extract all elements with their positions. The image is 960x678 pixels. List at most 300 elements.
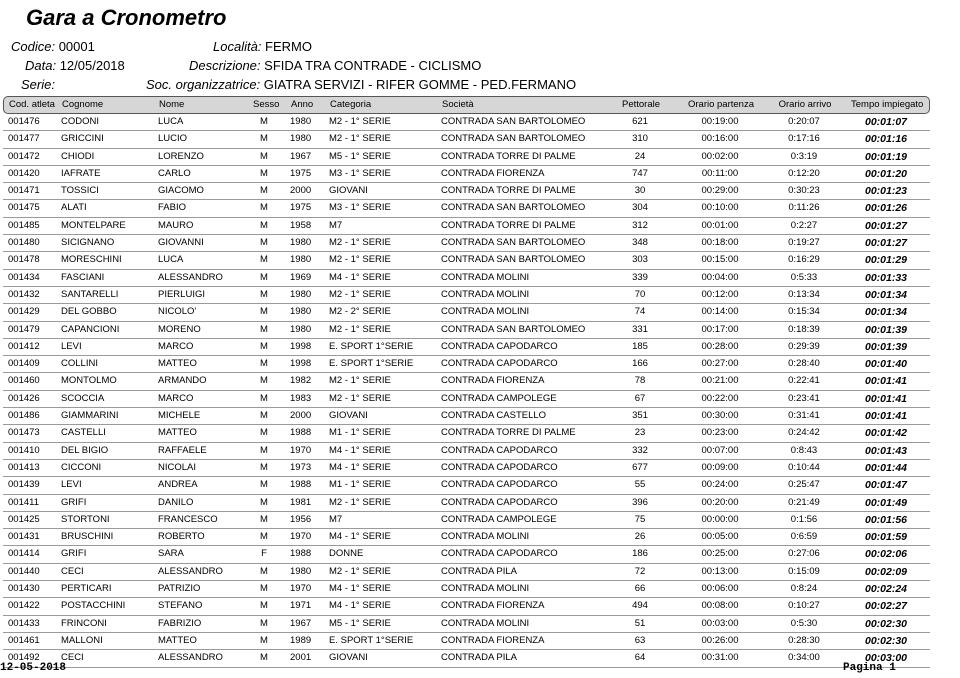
cell-tempo-impiegato: 00:01:19 — [864, 150, 908, 163]
cell-sesso: M — [260, 237, 268, 249]
cell-orario-arrivo: 0:20:07 — [788, 116, 820, 127]
cell-orario-partenza: 00:17:00 — [701, 323, 739, 335]
cell-cognome: STORTONI — [61, 513, 110, 525]
cell-tempo-impiegato: 00:01:07 — [864, 116, 908, 128]
cell-pettorale: 51 — [634, 617, 646, 629]
table-row — [3, 633, 930, 650]
cell-nome: LUCIO — [158, 133, 188, 145]
cell-tempo-impiegato: 00:02:24 — [864, 583, 908, 596]
cell-orario-partenza: 00:15:00 — [701, 254, 739, 266]
table-row — [3, 495, 930, 512]
cell-categoria: M2 - 1° SERIE — [329, 375, 391, 387]
cell-nome: LORENZO — [158, 150, 204, 162]
cell-pettorale: 166 — [632, 358, 648, 370]
cell-orario-arrivo: 0:31:41 — [788, 410, 820, 422]
cell-orario-arrivo: 0:28:40 — [788, 358, 820, 370]
cell-categoria: M2 - 1° SERIE — [329, 288, 391, 300]
cell-tempo-impiegato: 00:01:49 — [864, 496, 908, 509]
cell-cognome: SANTARELLI — [61, 288, 119, 300]
cell-cod-atleta: 001412 — [8, 340, 40, 352]
cell-orario-partenza: 00:25:00 — [701, 548, 739, 560]
cell-cod-atleta: 001420 — [8, 167, 40, 179]
cell-pettorale: 351 — [632, 410, 648, 422]
cell-tempo-impiegato: 00:01:33 — [864, 271, 908, 284]
cell-cognome: GRIFI — [61, 496, 87, 508]
cell-cognome: IAFRATE — [61, 167, 101, 179]
cell-tempo-impiegato: 00:03:00 — [864, 652, 908, 665]
cell-orario-arrivo: 0:21:49 — [788, 496, 820, 508]
cell-cod-atleta: 001409 — [8, 358, 40, 370]
cell-pettorale: 63 — [634, 634, 646, 646]
cell-sesso: M — [260, 288, 268, 300]
cell-tempo-impiegato: 00:01:59 — [864, 531, 908, 544]
cell-societa: CONTRADA SAN BARTOLOMEO — [441, 237, 586, 249]
cell-nome: ALESSANDRO — [158, 271, 223, 283]
cell-orario-arrivo: 0:29:39 — [788, 340, 820, 352]
cell-orario-arrivo: 0:10:27 — [788, 600, 820, 612]
cell-cognome: FASCIANI — [61, 271, 105, 283]
cell-cognome: CASTELLI — [61, 427, 106, 439]
cell-cognome: MONTELPARE — [61, 219, 126, 231]
table-row — [3, 166, 930, 183]
table-row — [3, 477, 930, 494]
meta-codice — [11, 39, 95, 54]
cell-anno: 2000 — [290, 185, 312, 197]
cell-tempo-impiegato: 00:01:43 — [864, 444, 908, 457]
cell-categoria: M1 - 1° SERIE — [329, 427, 391, 439]
codice-value: 00001 — [58, 39, 95, 54]
cell-sesso: M — [260, 496, 268, 508]
cell-pettorale: 621 — [632, 116, 648, 127]
cell-cod-atleta: 001479 — [8, 323, 40, 335]
col-header: Tempo impiegato — [851, 99, 924, 110]
cell-sesso: M — [260, 461, 268, 473]
cell-pettorale: 30 — [634, 185, 646, 197]
cell-categoria: M2 - 1° SERIE — [329, 392, 391, 404]
cell-pettorale: 396 — [632, 496, 648, 508]
cell-anno: 1956 — [290, 513, 312, 525]
cell-sesso: M — [260, 444, 268, 456]
cell-cod-atleta: 001432 — [8, 288, 40, 300]
cell-nome: RAFFAELE — [158, 444, 207, 456]
cell-orario-partenza: 00:21:00 — [701, 375, 739, 387]
cell-nome: FRANCESCO — [158, 513, 218, 525]
cell-anno: 1980 — [290, 323, 312, 335]
cell-sesso: M — [260, 202, 268, 214]
cell-sesso: M — [260, 167, 268, 179]
cell-societa: CONTRADA MOLINI — [441, 271, 530, 283]
cell-cognome: GIAMMARINI — [61, 410, 119, 422]
cell-pettorale: 26 — [634, 531, 646, 543]
cell-anno: 1975 — [290, 202, 312, 214]
cell-categoria: M4 - 1° SERIE — [329, 461, 391, 473]
col-header: Pettorale — [621, 99, 661, 110]
cell-pettorale: 55 — [634, 479, 646, 491]
cell-cod-atleta: 001477 — [8, 133, 40, 145]
cell-tempo-impiegato: 00:01:26 — [864, 202, 908, 215]
cell-categoria: M2 - 2° SERIE — [329, 306, 391, 318]
cell-orario-partenza: 00:20:00 — [701, 496, 739, 508]
cell-sesso: M — [260, 634, 268, 646]
col-header: Nome — [159, 99, 185, 110]
cell-tempo-impiegato: 00:02:30 — [864, 634, 908, 647]
table-row — [3, 616, 930, 633]
cell-orario-partenza: 00:19:00 — [701, 116, 739, 127]
cell-orario-arrivo: 0:28:30 — [788, 634, 820, 646]
cell-orario-arrivo: 0:11:26 — [788, 202, 820, 214]
cell-societa: CONTRADA TORRE DI PALME — [441, 427, 576, 439]
cell-societa: CONTRADA CAMPOLEGE — [441, 392, 557, 404]
cell-nome: PATRIZIO — [158, 583, 201, 595]
cell-orario-partenza: 00:13:00 — [701, 565, 739, 577]
cell-nome: FABIO — [158, 202, 186, 214]
cell-categoria: M4 - 1° SERIE — [329, 444, 391, 456]
cell-orario-arrivo: 0:23:41 — [788, 392, 820, 404]
cell-tempo-impiegato: 00:01:41 — [864, 410, 908, 423]
cell-nome: GIOVANNI — [158, 237, 204, 249]
cell-categoria: M5 - 1° SERIE — [329, 617, 391, 629]
cell-nome: STEFANO — [158, 600, 203, 612]
cell-orario-partenza: 00:09:00 — [701, 461, 739, 473]
cell-orario-arrivo: 0:13:34 — [788, 288, 820, 300]
cell-orario-arrivo: 0:8:24 — [790, 583, 818, 595]
cell-sesso: M — [260, 185, 268, 197]
cell-orario-partenza: 00:01:00 — [701, 219, 739, 231]
soc-value: GIATRA SERVIZI - RIFER GOMME - PED.FERMANO — [263, 77, 577, 92]
table-header — [3, 96, 930, 114]
cell-orario-partenza: 00:30:00 — [701, 410, 739, 422]
cell-nome: ARMANDO — [158, 375, 207, 387]
cell-orario-arrivo: 0:16:29 — [788, 254, 820, 266]
cell-nome: DANILO — [158, 496, 194, 508]
table-row — [3, 529, 930, 546]
cell-societa: CONTRADA SAN BARTOLOMEO — [441, 116, 586, 127]
cell-tempo-impiegato: 00:01:27 — [864, 237, 908, 250]
cell-categoria: DONNE — [329, 548, 364, 560]
cell-cod-atleta: 001433 — [8, 617, 40, 629]
table-row — [3, 270, 930, 287]
cell-pettorale: 23 — [634, 427, 646, 439]
cell-pettorale: 332 — [632, 444, 648, 456]
cell-tempo-impiegato: 00:02:09 — [864, 565, 908, 578]
cell-pettorale: 70 — [634, 288, 646, 300]
cell-cognome: ALATI — [61, 202, 87, 214]
table-row — [3, 443, 930, 460]
cell-orario-partenza: 00:16:00 — [701, 133, 739, 145]
cell-orario-arrivo: 0:5:30 — [790, 617, 818, 629]
cell-cod-atleta: 001426 — [8, 392, 40, 404]
cell-anno: 1988 — [290, 548, 312, 560]
table-row — [3, 322, 930, 339]
results-table — [3, 114, 930, 668]
cell-tempo-impiegato: 00:01:40 — [864, 358, 908, 371]
cell-sesso: M — [260, 254, 268, 266]
table-row — [3, 581, 930, 598]
table-row — [3, 408, 930, 425]
cell-nome: NICOLAI — [158, 461, 197, 473]
cell-cognome: GRIFI — [61, 548, 87, 560]
cell-nome: ALESSANDRO — [158, 565, 223, 577]
cell-orario-arrivo: 0:6:59 — [790, 531, 818, 543]
table-row — [3, 425, 930, 442]
cell-pettorale: 310 — [632, 133, 648, 145]
cell-anno: 1998 — [290, 358, 312, 370]
cell-orario-partenza: 00:06:00 — [701, 583, 739, 595]
cell-nome: CARLO — [158, 167, 191, 179]
cell-cod-atleta: 001460 — [8, 375, 40, 387]
cell-nome: FABRIZIO — [158, 617, 202, 629]
cell-anno: 1983 — [290, 392, 312, 404]
cell-pettorale: 186 — [632, 548, 648, 560]
cell-anno: 1982 — [290, 375, 312, 387]
cell-tempo-impiegato: 00:01:56 — [864, 513, 908, 526]
cell-orario-partenza: 00:29:00 — [701, 185, 739, 197]
cell-nome: ANDREA — [158, 479, 198, 491]
cell-cod-atleta: 001486 — [8, 410, 40, 422]
cell-sesso: M — [260, 565, 268, 577]
table-row — [3, 373, 930, 390]
cell-tempo-impiegato: 00:01:42 — [864, 427, 908, 440]
cell-anno: 1989 — [290, 634, 312, 646]
table-row — [3, 546, 930, 563]
cell-orario-partenza: 00:28:00 — [701, 340, 739, 352]
cell-cognome: LEVI — [61, 479, 82, 491]
cell-nome: GIACOMO — [158, 185, 204, 197]
cell-sesso: M — [260, 600, 268, 612]
cell-cognome: POSTACCHINI — [61, 600, 126, 612]
cell-societa: CONTRADA CASTELLO — [441, 410, 547, 422]
cell-cod-atleta: 001478 — [8, 254, 40, 266]
cell-sesso: M — [260, 479, 268, 491]
page-title: Gara a Cronometro — [26, 5, 227, 30]
cell-cod-atleta: 001429 — [8, 306, 40, 318]
cell-societa: CONTRADA MOLINI — [441, 306, 530, 318]
cell-societa: CONTRADA SAN BARTOLOMEO — [441, 133, 586, 145]
cell-orario-partenza: 00:05:00 — [701, 531, 739, 543]
cell-anno: 1980 — [290, 116, 312, 127]
cell-cognome: LEVI — [61, 340, 82, 352]
cell-nome: MATTEO — [158, 358, 197, 370]
cell-categoria: M7 — [329, 513, 343, 525]
cell-categoria: E. SPORT 1°SERIE — [329, 634, 414, 646]
cell-cognome: DEL GOBBO — [61, 306, 117, 318]
cell-cod-atleta: 001434 — [8, 271, 40, 283]
table-row — [3, 650, 930, 667]
cell-sesso: F — [261, 548, 267, 560]
cell-categoria: M2 - 1° SERIE — [329, 565, 391, 577]
cell-orario-partenza: 00:18:00 — [701, 237, 739, 249]
cell-cod-atleta: 001414 — [8, 548, 40, 560]
cell-pettorale: 339 — [632, 271, 648, 283]
cell-nome: ALESSANDRO — [158, 652, 223, 664]
cell-anno: 1970 — [290, 583, 312, 595]
descrizione-label: Descrizione: — [189, 58, 261, 73]
cell-orario-partenza: 00:11:00 — [701, 167, 739, 179]
col-header: Anno — [291, 99, 314, 110]
cell-cognome: DEL BIGIO — [61, 444, 109, 456]
cell-cognome: GRICCINI — [61, 133, 104, 145]
cell-anno: 1980 — [290, 565, 312, 577]
cell-orario-partenza: 00:31:00 — [701, 652, 739, 664]
cell-categoria: M4 - 1° SERIE — [329, 271, 391, 283]
cell-tempo-impiegato: 00:01:29 — [864, 254, 908, 267]
cell-cognome: SICIGNANO — [61, 237, 115, 249]
cell-orario-partenza: 00:12:00 — [701, 288, 739, 300]
cell-categoria: M2 - 1° SERIE — [329, 323, 391, 335]
cell-nome: MARCO — [158, 392, 194, 404]
cell-nome: MATTEO — [158, 634, 197, 646]
cell-sesso: M — [260, 583, 268, 595]
cell-tempo-impiegato: 00:02:27 — [864, 600, 908, 613]
localita-value: FERMO — [265, 39, 312, 54]
cell-orario-arrivo: 0:12:20 — [788, 167, 820, 179]
cell-tempo-impiegato: 00:01:27 — [864, 219, 908, 232]
cell-orario-arrivo: 0:22:41 — [788, 375, 820, 387]
meta-descrizione — [189, 58, 481, 73]
cell-orario-arrivo: 0:3:19 — [790, 150, 818, 162]
cell-sesso: M — [260, 340, 268, 352]
cell-tempo-impiegato: 00:01:16 — [864, 133, 908, 146]
table-row — [3, 114, 930, 131]
cell-societa: CONTRADA TORRE DI PALME — [441, 185, 576, 197]
cell-categoria: GIOVANI — [329, 652, 368, 664]
table-row — [3, 460, 930, 477]
cell-sesso: M — [260, 513, 268, 525]
cell-pettorale: 74 — [634, 306, 646, 318]
cell-sesso: M — [260, 271, 268, 283]
cell-cod-atleta: 001411 — [8, 496, 39, 508]
cell-societa: CONTRADA MOLINI — [441, 583, 530, 595]
cell-nome: ROBERTO — [158, 531, 205, 543]
cell-anno: 1980 — [290, 133, 312, 145]
col-header: Orario arrivo — [778, 99, 832, 110]
col-header: Cognome — [62, 99, 104, 110]
cell-anno: 1988 — [290, 479, 312, 491]
cell-categoria: M2 - 1° SERIE — [329, 133, 391, 145]
cell-cognome: MORESCHINI — [61, 254, 122, 266]
cell-nome: MICHELE — [158, 410, 201, 422]
cell-tempo-impiegato: 00:01:47 — [864, 479, 908, 492]
cell-societa: CONTRADA CAPODARCO — [441, 461, 558, 473]
cell-orario-partenza: 00:00:00 — [701, 513, 739, 525]
cell-sesso: M — [260, 358, 268, 370]
cell-tempo-impiegato: 00:01:44 — [864, 461, 908, 474]
cell-tempo-impiegato: 00:01:34 — [864, 306, 908, 319]
cell-cognome: CECI — [61, 652, 84, 664]
cell-categoria: M3 - 1° SERIE — [329, 167, 391, 179]
cell-tempo-impiegato: 00:01:20 — [864, 167, 908, 180]
cell-societa: CONTRADA PILA — [441, 652, 518, 664]
cell-cognome: PERTICARI — [61, 583, 112, 595]
cell-sesso: M — [260, 219, 268, 231]
cell-sesso: M — [260, 392, 268, 404]
serie-label: Serie: — [21, 77, 55, 92]
cell-sesso: M — [260, 375, 268, 387]
cell-societa: CONTRADA SAN BARTOLOMEO — [441, 202, 586, 214]
cell-societa: CONTRADA CAPODARCO — [441, 358, 558, 370]
cell-cognome: MALLONI — [61, 634, 103, 646]
cell-tempo-impiegato: 00:01:39 — [864, 323, 908, 336]
cell-orario-partenza: 00:10:00 — [701, 202, 739, 214]
cell-cognome: SCOCCIA — [61, 392, 105, 404]
cell-tempo-impiegato: 00:01:23 — [864, 185, 908, 198]
cell-societa: CONTRADA SAN BARTOLOMEO — [441, 323, 586, 335]
cell-sesso: M — [260, 133, 268, 145]
cell-societa: CONTRADA CAPODARCO — [441, 548, 558, 560]
cell-tempo-impiegato: 00:02:06 — [864, 548, 908, 561]
footer-date: 12-05-2018 — [0, 662, 67, 674]
cell-sesso: M — [260, 410, 268, 422]
cell-categoria: M1 - 1° SERIE — [329, 479, 391, 491]
cell-anno: 1969 — [290, 271, 312, 283]
cell-cod-atleta: 001413 — [8, 461, 40, 473]
cell-orario-arrivo: 0:24:42 — [788, 427, 820, 439]
meta-soc — [146, 77, 576, 92]
cell-orario-arrivo: 0:25:47 — [788, 479, 820, 491]
cell-orario-partenza: 00:08:00 — [701, 600, 739, 612]
table-row — [3, 304, 930, 321]
cell-cod-atleta: 001480 — [8, 237, 40, 249]
cell-orario-partenza: 00:22:00 — [701, 392, 739, 404]
cell-orario-partenza: 00:04:00 — [701, 271, 739, 283]
cell-orario-arrivo: 0:19:27 — [788, 237, 820, 249]
cell-pettorale: 185 — [632, 340, 648, 352]
cell-anno: 1971 — [290, 600, 312, 612]
cell-tempo-impiegato: 00:02:30 — [864, 617, 908, 630]
cell-sesso: M — [260, 116, 268, 127]
cell-anno: 1973 — [290, 461, 312, 473]
cell-orario-partenza: 00:14:00 — [701, 306, 739, 318]
cell-cod-atleta: 001425 — [8, 513, 40, 525]
cell-anno: 1988 — [290, 427, 312, 439]
cell-pettorale: 72 — [634, 565, 646, 577]
cell-societa: CONTRADA FIORENZA — [441, 167, 545, 179]
cell-orario-partenza: 00:03:00 — [701, 617, 739, 629]
cell-cognome: TOSSICI — [61, 185, 99, 197]
cell-anno: 2001 — [290, 652, 312, 664]
cell-orario-partenza: 00:07:00 — [701, 444, 739, 456]
cell-cod-atleta: 001476 — [8, 116, 40, 127]
cell-nome: MARCO — [158, 340, 194, 352]
cell-nome: PIERLUIGI — [158, 288, 205, 300]
codice-label: Codice: — [11, 39, 56, 54]
cell-cod-atleta: 001439 — [8, 479, 40, 491]
cell-pettorale: 75 — [634, 513, 646, 525]
col-header: Categoria — [330, 99, 372, 110]
cell-orario-partenza: 00:26:00 — [701, 634, 739, 646]
cell-orario-arrivo: 0:30:23 — [788, 185, 820, 197]
cell-nome: NICOLO' — [158, 306, 197, 318]
cell-pettorale: 304 — [632, 202, 648, 214]
cell-anno: 1981 — [290, 496, 312, 508]
cell-categoria: E. SPORT 1°SERIE — [329, 358, 414, 370]
cell-anno: 2000 — [290, 410, 312, 422]
cell-orario-arrivo: 0:8:43 — [790, 444, 818, 456]
cell-anno: 1967 — [290, 617, 312, 629]
cell-pettorale: 24 — [634, 150, 646, 162]
cell-pettorale: 67 — [634, 392, 646, 404]
cell-cognome: BRUSCHINI — [61, 531, 114, 543]
cell-nome: MORENO — [158, 323, 201, 335]
cell-cod-atleta: 001471 — [8, 185, 40, 197]
cell-categoria: GIOVANI — [329, 185, 368, 197]
cell-categoria: M2 - 1° SERIE — [329, 254, 391, 266]
cell-cod-atleta: 001410 — [8, 444, 40, 456]
cell-orario-arrivo: 0:17:16 — [788, 133, 820, 145]
cell-pettorale: 66 — [634, 583, 646, 595]
table-row — [3, 235, 930, 252]
col-header: Società — [442, 99, 474, 110]
